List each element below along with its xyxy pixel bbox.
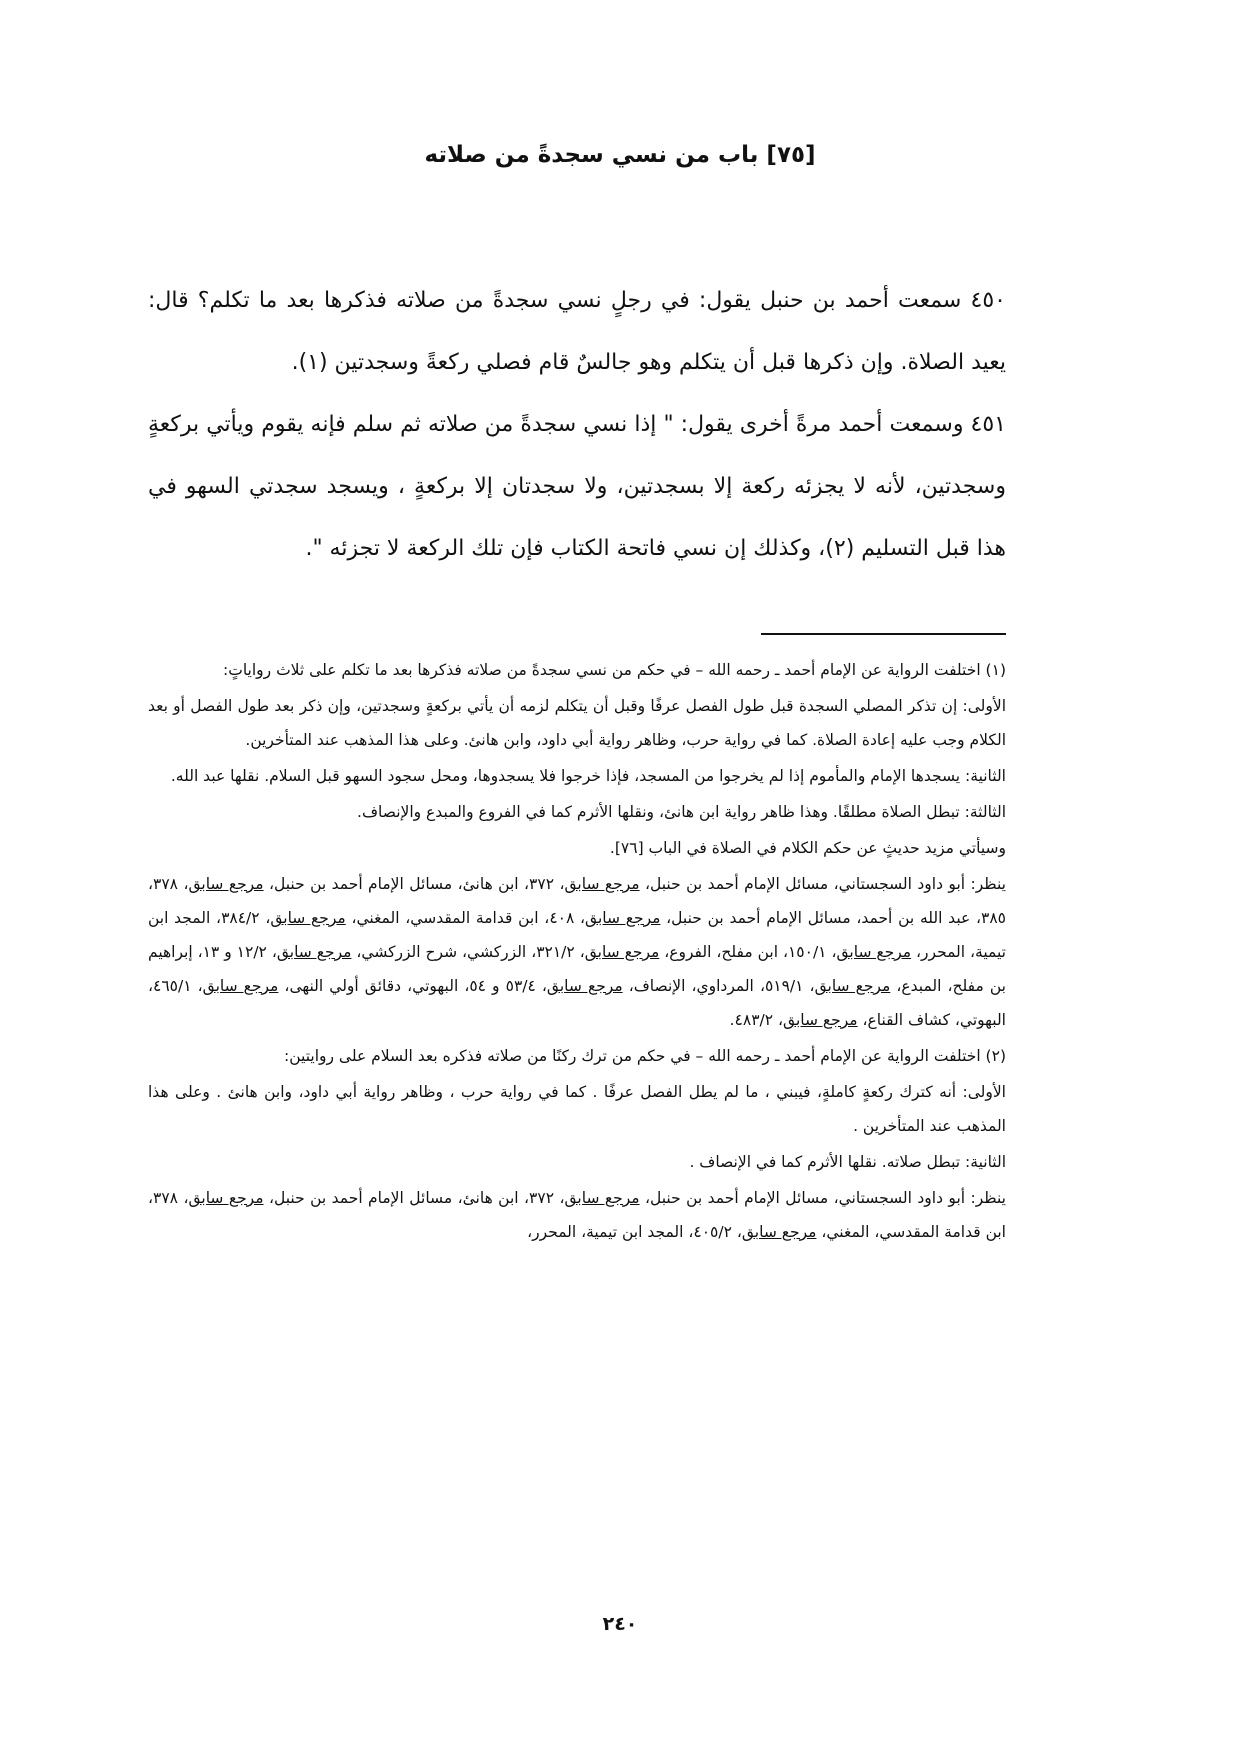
reference-link[interactable]: مرجع سابق [270,909,346,927]
footnote-2-intro: (٢) اختلفت الرواية عن الإمام أحمد ـ رحمه الله – في حكم من ترك ركنًا من صلاته فذكره بعد السلام على روايتين: [284,1047,1006,1065]
reference-link[interactable]: مرجع سابق [202,977,279,995]
chapter-title: [٧٥] باب من نسي سجدةً من صلاته [424,142,816,168]
footnote-1-first-narration: الأولى: إن تذكر المصلي السجدة قبل طول الفصل عرفًا وقبل أن يتكلم لزمه أن يأتي بركعةٍ وسجدتين، وإن ذكر بعد طول الفصل أو بعد الكلام وجب عليه إعادة الصلاة. كما في رواية حرب، وظاهر رواية أبي داود، وابن هانئ. وعلى هذا المذهب عند المتأخرين. [148,697,1006,749]
reference-text: ، ٤٠٥/٢، المجد ابن تيمية، المحرر، [527,1223,742,1241]
reference-link[interactable]: مرجع سابق [741,1223,817,1241]
footnote-2-second-narration: الثانية: تبطل صلاته. نقلها الأثرم كما في الإنصاف . [689,1153,1006,1171]
reference-text: ينظر: أبو داود السجستاني، مسائل الإمام أحمد بن حنبل، [639,875,1006,893]
reference-link[interactable]: مرجع سابق [276,943,352,961]
footnote-1-third-narration: الثالثة: تبطل الصلاة مطلقًا. وهذا ظاهر رواية ابن هانئ، ونقلها الأثرم كما في الفروع والمبدع والإنصاف. [357,803,1006,821]
footnote-1-intro: (١) اختلفت الرواية عن الإمام أحمد ـ رحمه الله – في حكم من نسي سجدةً من صلاته فذكرها بعد ما تكلم على ثلاث رواياتٍ: [223,661,1006,679]
footnote-1-references [148,867,1006,1037]
reference-text: ، ٣٨٤/٢، المجد ابن تيمية، المحرر، [148,909,1006,961]
paragraph-451: ٤٥١ وسمعت أحمد مرةً أخرى يقول: " إذا نسي سجدةً من صلاته ثم سلم فإنه يقوم ويأتي بركعةٍ وسجدتين، لأنه لا يجزئه ركعة إلا بسجدتين، ولا سجدتان إلا بركعةٍ ، ويسجد سجدتي السهو في هذا قبل التسليم (٢)، وكذلك إن نسي فاتحة الكتاب فإن تلك الركعة لا تجزئه ". [148,412,1006,561]
reference-link[interactable]: مرجع سابق [546,977,623,995]
footnotes [148,653,1006,1251]
reference-text: ، ٤٨٣/٢. [729,1011,784,1029]
footnote-separator [761,633,1006,635]
reference-text: ، ٣٧٨، ابن قدامة المقدسي، المغني، [148,1189,1006,1241]
reference-link[interactable]: مرجع سابق [585,909,661,927]
paragraph-450: ٤٥٠ سمعت أحمد بن حنبل يقول: في رجلٍ نسي سجدةً من صلاته فذكرها بعد ما تكلم؟ قال: يعيد الصلاة. وإن ذكرها قبل أن يتكلم وهو جالسٌ قام فصلي ركعةً وسجدتين (١). [148,288,1006,375]
reference-text: ، ٤٦٥/١، البهوتي، كشاف القناع، [148,977,1006,1029]
reference-link[interactable]: مرجع سابق [584,943,660,961]
reference-text: ، ٣٧٨، ٣٨٥، عبد الله بن أحمد، مسائل الإمام أحمد بن حنبل، [148,875,1006,927]
reference-text: ، ٣٧٢، ابن هانئ، مسائل الإمام أحمد بن حنبل، [263,1189,565,1207]
reference-link[interactable]: مرجع سابق [564,875,640,893]
reference-text: ينظر: أبو داود السجستاني، مسائل الإمام أحمد بن حنبل، [639,1189,1006,1207]
footnote-1-note: وسيأتي مزيد حديثٍ عن حكم الكلام في الصلاة في الباب [٧٦]. [609,839,1006,857]
reference-text: ، ٤٠٨، ابن قدامة المقدسي، المغني، [345,909,586,927]
page-number: ٢٤٠ [602,1613,638,1635]
reference-text: ، ٥١٩/١، المرداوي، الإنصاف، [622,977,815,995]
footnote-2-references [148,1181,1006,1249]
footnote-1-second-narration: الثانية: يسجدها الإمام والمأموم إذا لم يخرجوا من المسجد، فإذا خرجوا فلا يسجدوها، ومحل سجود السهو قبل السلام. نقلها عبد الله. [170,767,1006,785]
reference-text: ، ٥٣/٤ و ٥٤، البهوتي، دقائق أولي النهى، [278,977,547,995]
reference-link[interactable]: مرجع سابق [783,1011,858,1029]
reference-link[interactable]: مرجع سابق [188,1189,264,1207]
footnote-2-first-narration: الأولى: أنه كترك ركعةٍ كاملةٍ، فيبني ، ما لم يطل الفصل عرفًا . كما في رواية حرب ، وظاهر رواية أبي داود، وابن هانئ . وعلى هذا المذهب عند المتأخرين . [148,1083,1006,1135]
reference-link[interactable]: مرجع سابق [564,1189,640,1207]
reference-link[interactable]: مرجع سابق [188,875,264,893]
reference-link[interactable]: مرجع سابق [814,977,891,995]
reference-text: ، ٣٧٢، ابن هانئ، مسائل الإمام أحمد بن حنبل، [263,875,565,893]
main-text [148,270,1006,580]
reference-text: ، ٣٢١/٢، الزركشي، شرح الزركشي، [351,943,585,961]
reference-link[interactable]: مرجع سابق [836,943,912,961]
reference-text: ، ١٢/٢ و ١٣، إبراهيم بن مفلح، المبدع، [148,943,1006,995]
reference-text: ، ١٥٠/١، ابن مفلح، الفروع، [659,943,837,961]
